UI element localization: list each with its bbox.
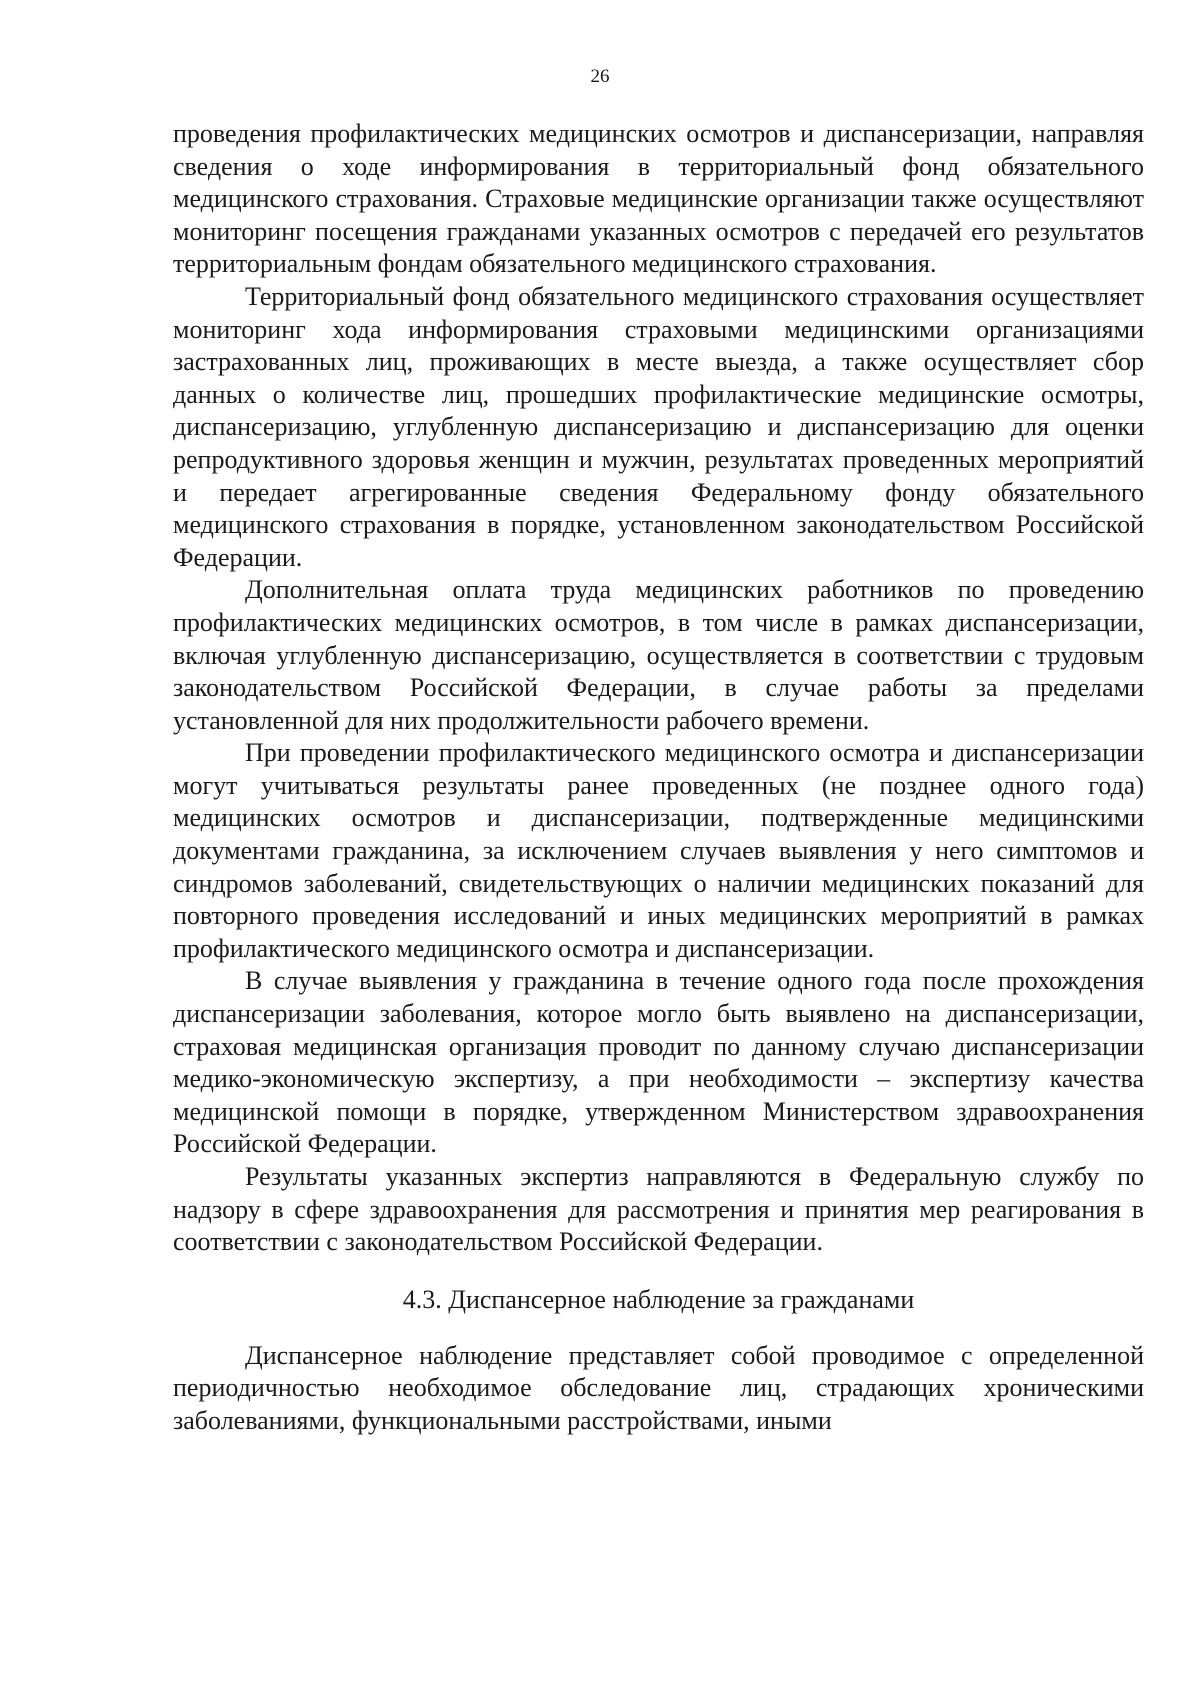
paragraph-continuation: проведения профилактических медицинских осмотров и диспансеризации, направляя сведения о ходе информирования в территориальный фонд обязательного медицинского страхования. Страховые медицинские организации также осуществляют мониторинг посещения гражданами указанных осмотров с передачей его результатов территориальным фондам обязательного медицинского страхования.	[173, 119, 1144, 279]
paragraph-previous-results: При проведении профилактического медицинского осмотра и диспансеризации могут учитываться результаты ранее проведенных (не позднее одного года) медицинских осмотров и диспансеризации, подтвержденные медицинскими документами гражданина, за исключением случаев выявления у него симптомов и синдромов заболеваний, свидетельствующих о наличии медицинских показаний для повторного проведения исследований и иных медицинских мероприятий в рамках профилактического медицинского осмотра и диспансеризации.	[173, 738, 1144, 963]
paragraph-territorial-fund: Территориальный фонд обязательного медицинского страхования осуществляет мониторинг хода информирования страховыми медицинскими организациями застрахованных лиц, проживающих в месте выезда, а также осуществляет сбор данных о количестве лиц, прошедших профилактические медицинские осмотры, диспансеризацию, углубленную диспансеризацию и диспансеризацию для оценки репродуктивного здоровья женщин и мужчин, результатах проведенных мероприятий и передает агрегированные сведения Федеральному фонду обязательного медицинского страхования в порядке, установленном законодательством Российской Федерации.	[173, 281, 1144, 572]
paragraph-expertise-results: Результаты указанных экспертиз направляются в Федеральную службу по надзору в сфере здравоохранения для рассмотрения и принятия мер реагирования в соответствии с законодательством Российской Федерации.	[173, 1162, 1144, 1257]
paragraph-dispensary-observation: Диспансерное наблюдение представляет собой проводимое с определенной периодичностью необходимое обследование лиц, страдающих хроническими заболеваниями, функциональными расстройствами, иными	[173, 1340, 1144, 1435]
section-heading: 4.3. Диспансерное наблюдение за гражданами	[402, 1284, 915, 1314]
document-body	[173, 118, 1144, 1438]
paragraph-additional-pay: Дополнительная оплата труда медицинских работников по проведению профилактических медицинских осмотров, в том числе в рамках диспансеризации, включая углубленную диспансеризацию, осуществляется в соответствии с трудовым законодательством Российской Федерации, в случае работы за пределами установленной для них продолжительности рабочего времени.	[173, 575, 1144, 735]
paragraph-disease-detection: В случае выявления у гражданина в течение одного года после прохождения диспансеризации заболевания, которое могло быть выявлено на диспансеризации, страховая медицинская организация проводит по данному случаю диспансеризации медико-экономическую экспертизу, а при необходимости – экспертизу качества медицинской помощи в порядке, утвержденном Министерством здравоохранения Российской Федерации.	[173, 966, 1144, 1159]
page-number: 26	[590, 66, 610, 87]
